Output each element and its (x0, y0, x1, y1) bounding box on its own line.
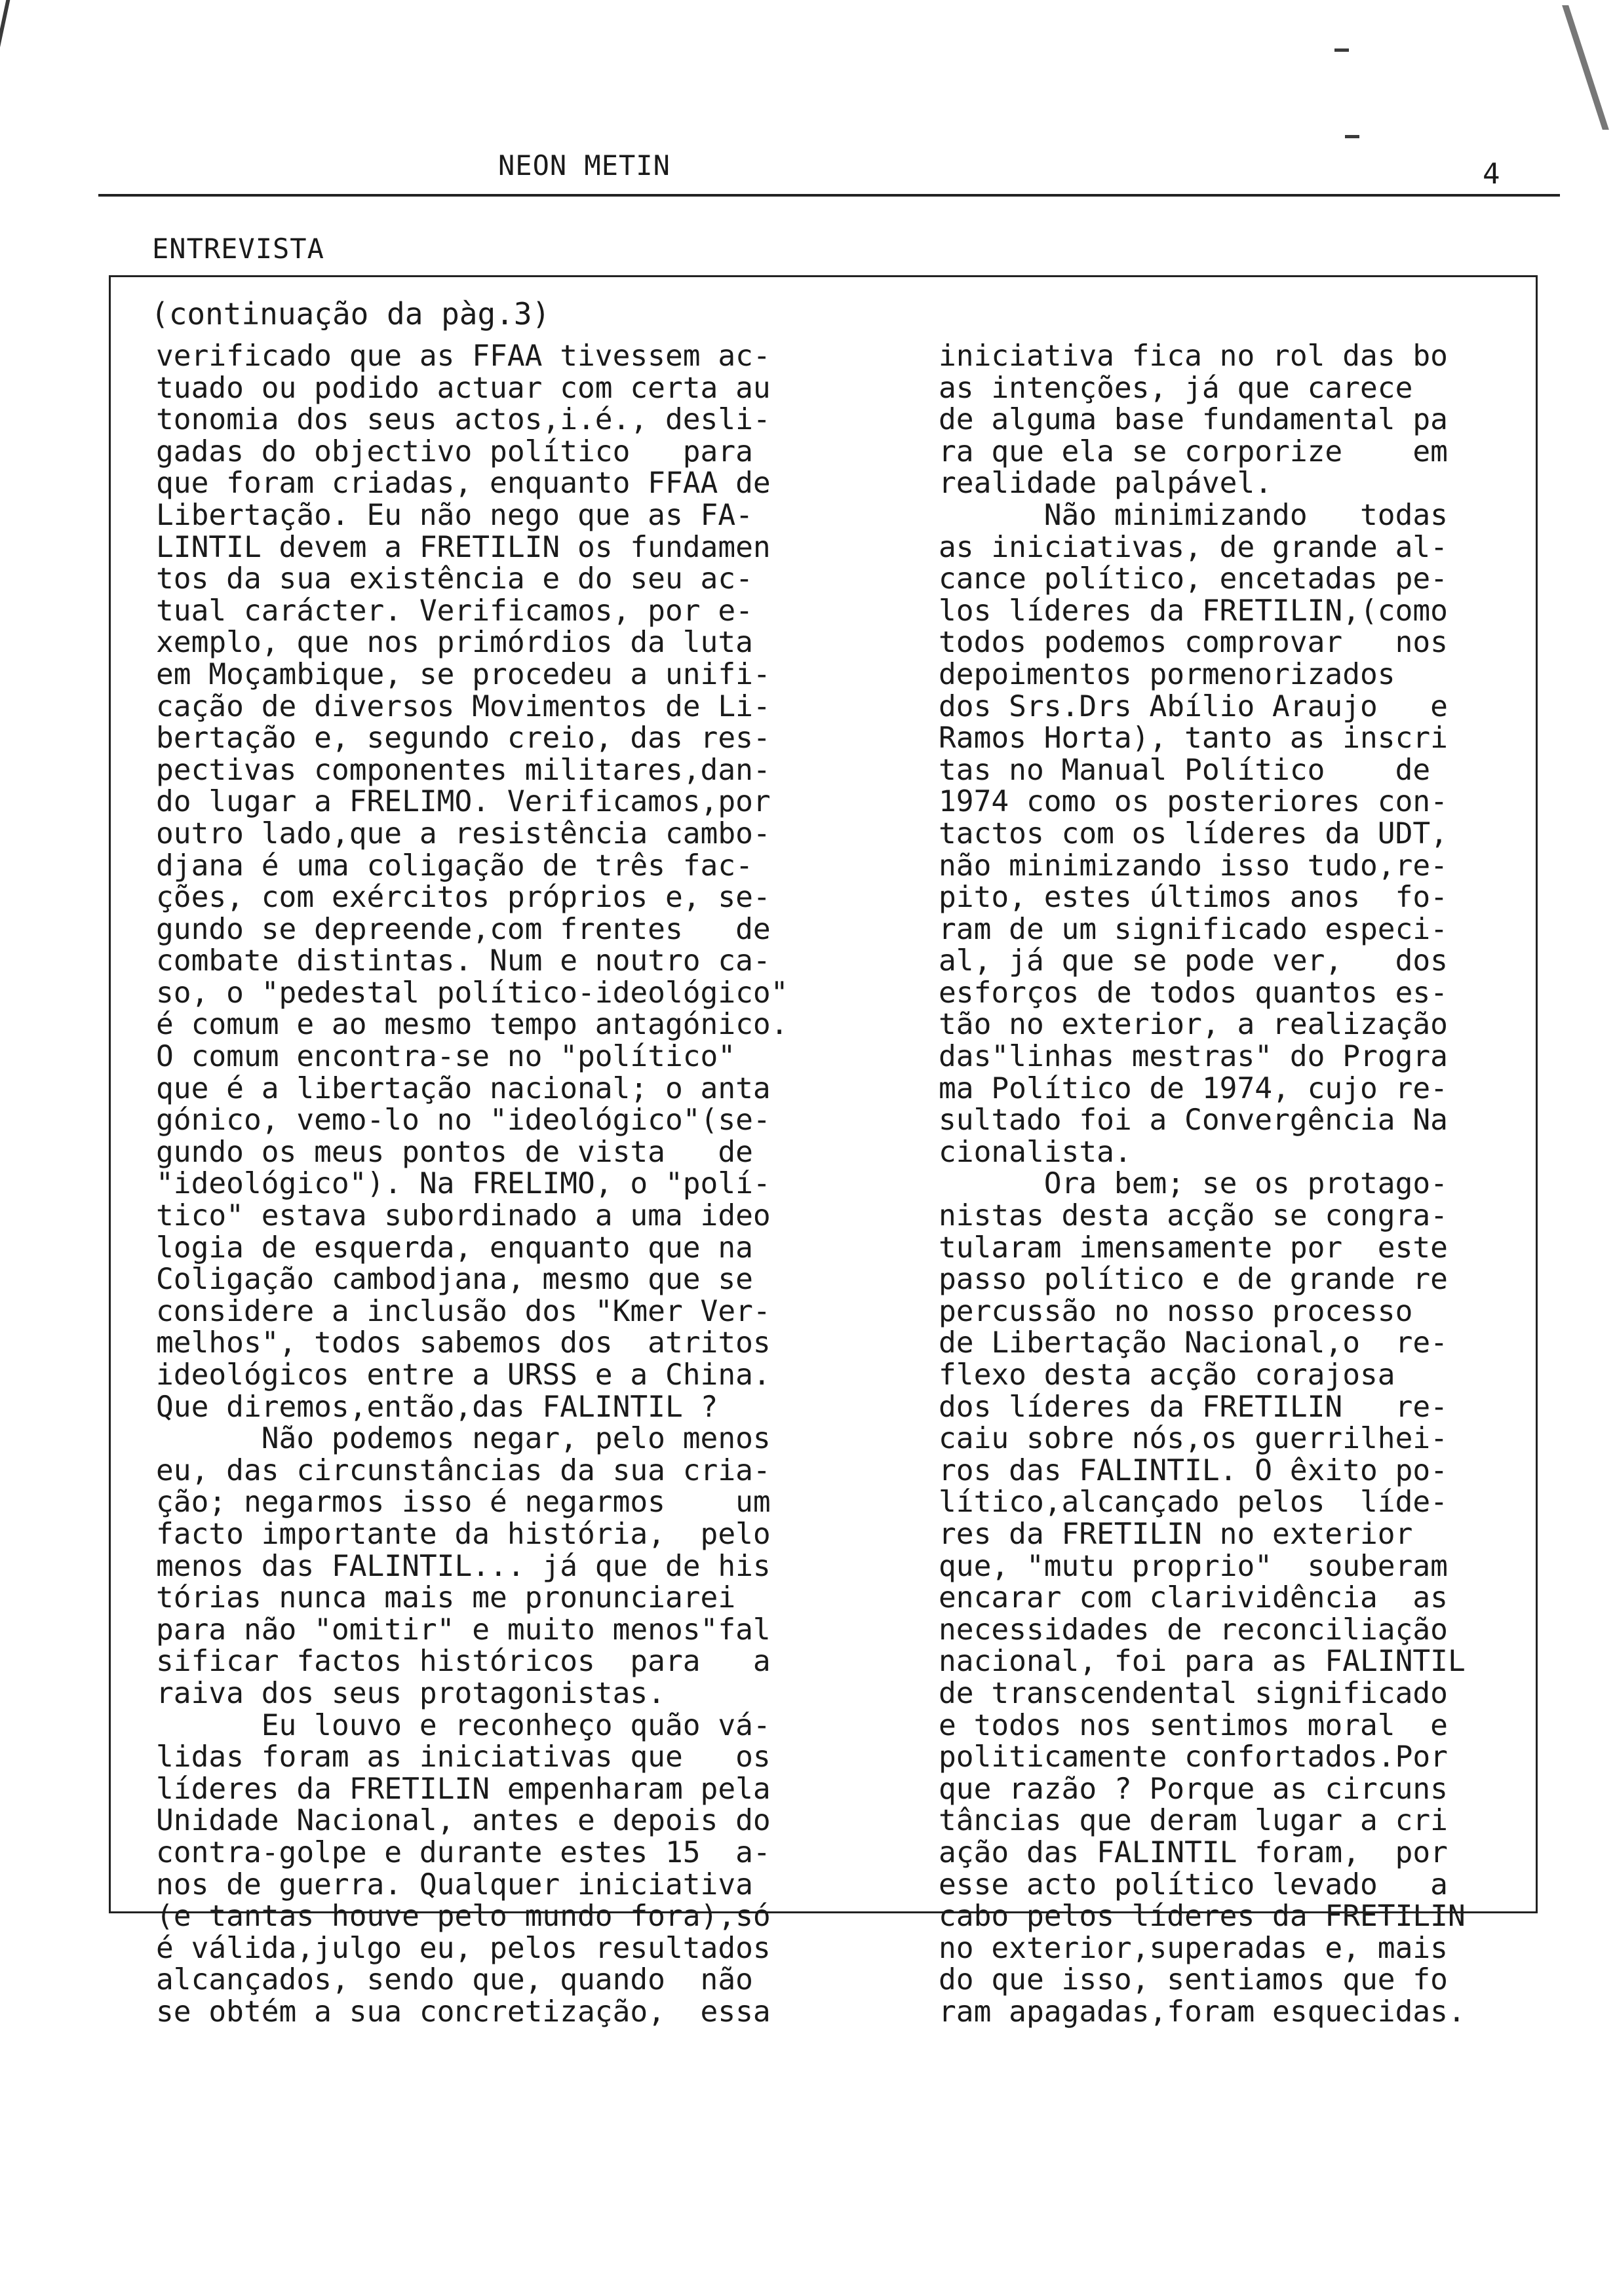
text-line: Que diremos,então,das FALINTIL ? (156, 1390, 718, 1424)
text-line: que é a libertação nacional; o anta (156, 1071, 771, 1105)
text-line: Ora bem; se os protago- (939, 1167, 1448, 1201)
text-line: ção; negarmos isso é negarmos um (156, 1485, 771, 1520)
text-line: tão no exterior, a realização (939, 1008, 1448, 1042)
text-line: percussão no nosso processo (939, 1294, 1413, 1328)
text-line: Libertação. Eu não nego que as FA- (156, 498, 753, 532)
text-line: Ramos Horta), tanto as inscri (939, 721, 1448, 756)
text-line: é comum e ao mesmo tempo antagónico. (156, 1008, 788, 1042)
text-line: cionalista. (939, 1135, 1132, 1169)
text-line: para não "omitir" e muito menos"fal (156, 1613, 771, 1647)
text-line: depoimentos pormenorizados (939, 657, 1395, 691)
text-line: que foram criadas, enquanto FFAA de (156, 467, 771, 501)
text-line: iniciativa fica no rol das bo (939, 339, 1448, 373)
page-number: 4 (1483, 157, 1500, 191)
text-line: sificar factos históricos para a (156, 1645, 771, 1679)
text-line: djana é uma coligação de três fac- (156, 849, 753, 883)
text-line: outro lado,que a resistência cambo- (156, 816, 771, 851)
text-line: passo político e de grande re (939, 1263, 1448, 1297)
text-line: gundo se depreende,com frentes de (156, 912, 771, 946)
text-line: logia de esquerda, enquanto que na (156, 1231, 753, 1265)
text-line: sultado foi a Convergência Na (939, 1103, 1448, 1138)
text-line: dos líderes da FRETILIN re- (939, 1390, 1448, 1424)
text-line: do lugar a FRELIMO. Verificamos,por (156, 785, 771, 819)
text-line: é válida,julgo eu, pelos resultados (156, 1931, 771, 1965)
text-line: tuado ou podido actuar com certa au (156, 371, 771, 405)
text-line: so, o "pedestal político-ideológico" (156, 976, 788, 1010)
text-line: Não podemos negar, pelo menos (156, 1422, 771, 1456)
text-line: eu, das circunstâncias da sua cria- (156, 1453, 771, 1487)
text-line: LINTIL devem a FRETILIN os fundamen (156, 530, 771, 564)
text-line: do que isso, sentiamos que fo (939, 1963, 1448, 1997)
text-line: pito, estes últimos anos fo- (939, 881, 1448, 915)
text-line: tico" estava subordinado a uma ideo (156, 1199, 771, 1233)
text-line: considere a inclusão dos "Kmer Ver- (156, 1294, 771, 1328)
text-line: O comum encontra-se no "político" (156, 1040, 736, 1074)
text-line: verificado que as FFAA tivessem ac- (156, 339, 771, 373)
text-line: tularam imensamente por este (939, 1231, 1448, 1265)
header-rule (98, 194, 1560, 197)
text-line: tos da sua existência e do seu ac- (156, 562, 753, 596)
text-line: Unidade Nacional, antes e depois do (156, 1804, 771, 1838)
left-text-column (156, 341, 864, 2028)
text-line: flexo desta acção corajosa (939, 1358, 1395, 1392)
text-line: das"linhas mestras" do Progra (939, 1040, 1448, 1074)
text-line: tonomia dos seus actos,i.é., desli- (156, 403, 771, 437)
text-line: politicamente confortados.Por (939, 1740, 1448, 1774)
text-line: dos Srs.Drs Abílio Araujo e (939, 689, 1448, 723)
text-line: res da FRETILIN no exterior (939, 1517, 1413, 1551)
text-line: melhos", todos sabemos dos atritos (156, 1326, 771, 1360)
text-line: (e tantas houve pelo mundo fora),só (156, 1900, 771, 1934)
text-line: gónico, vemo-lo no "ideológico"(se- (156, 1103, 771, 1138)
text-line: ideológicos entre a URSS e a China. (156, 1358, 771, 1392)
text-line: al, já que se pode ver, dos (939, 944, 1448, 978)
text-line: ação das FALINTIL foram, por (939, 1835, 1448, 1869)
text-line: nos de guerra. Qualquer iniciativa (156, 1867, 753, 1902)
text-line: caiu sobre nós,os guerrilhei- (939, 1422, 1448, 1456)
text-line: tual carácter. Verificamos, por e- (156, 594, 753, 628)
scan-mark-right (1562, 5, 1609, 130)
text-line: e todos nos sentimos moral e (939, 1708, 1448, 1742)
text-line: cação de diversos Movimentos de Li- (156, 689, 771, 723)
text-line: los líderes da FRETILIN,(como (939, 594, 1448, 628)
text-line: esse acto político levado a (939, 1867, 1448, 1902)
text-line: tâncias que deram lugar a cri (939, 1804, 1448, 1838)
text-line: de Libertação Nacional,o re- (939, 1326, 1448, 1360)
text-line: lidas foram as iniciativas que os (156, 1740, 771, 1774)
text-line: bertação e, segundo creio, das res- (156, 721, 771, 756)
text-line: encarar com clarividência as (939, 1581, 1448, 1615)
text-line: 1974 como os posteriores con- (939, 785, 1448, 819)
text-line: no exterior,superadas e, mais (939, 1931, 1448, 1965)
text-line: ma Político de 1974, cujo re- (939, 1071, 1448, 1105)
text-line: ra que ela se corporize em (939, 434, 1448, 469)
text-line: "ideológico"). Na FRELIMO, o "polí- (156, 1167, 771, 1201)
text-line: as iniciativas, de grande al- (939, 530, 1448, 564)
text-line: ros das FALINTIL. O êxito po- (939, 1453, 1448, 1487)
text-line: contra-golpe e durante estes 15 a- (156, 1835, 771, 1869)
text-line: gadas do objectivo político para (156, 434, 753, 469)
text-line: Eu louvo e reconheço quão vá- (156, 1708, 771, 1742)
text-line: líderes da FRETILIN empenharam pela (156, 1772, 771, 1806)
right-text-column (939, 341, 1528, 2028)
text-line: pectivas componentes militares,dan- (156, 753, 771, 787)
text-line: tas no Manual Político de (939, 753, 1431, 787)
text-line: ram de um significado especi- (939, 912, 1448, 946)
continuation-note: (continuação da pàg.3) (151, 296, 551, 332)
section-label: ENTREVISTA (152, 233, 324, 265)
text-line: se obtém a sua concretização, essa (156, 1995, 771, 2029)
text-line: raiva dos seus protagonistas. (156, 1676, 665, 1710)
text-line: não minimizando isso tudo,re- (939, 849, 1448, 883)
text-line: realidade palpável. (939, 467, 1273, 501)
text-line: de transcendental significado (939, 1676, 1448, 1710)
text-line: cance político, encetadas pe- (939, 562, 1448, 596)
text-line: ções, com exércitos próprios e, se- (156, 881, 771, 915)
publication-title: NEON METIN (498, 149, 671, 182)
text-line: Coligação cambodjana, mesmo que se (156, 1263, 753, 1297)
text-line: xemplo, que nos primórdios da luta (156, 626, 753, 660)
text-line: em Moçambique, se procedeu a unifi- (156, 657, 771, 691)
text-line: de alguma base fundamental pa (939, 403, 1448, 437)
text-line: nacional, foi para as FALINTIL (939, 1645, 1466, 1679)
text-line: alcançados, sendo que, quando não (156, 1963, 753, 1997)
text-line: necessidades de reconciliação (939, 1613, 1448, 1647)
text-line: lítico,alcançado pelos líde- (939, 1485, 1448, 1520)
text-line: cabo pelos líderes da FRETILIN (939, 1900, 1466, 1934)
text-line: Não minimizando todas (939, 498, 1448, 532)
text-line: ram apagadas,foram esquecidas. (939, 1995, 1466, 2029)
text-line: menos das FALINTIL... já que de his (156, 1549, 771, 1583)
text-line: gundo os meus pontos de vista de (156, 1135, 753, 1169)
text-line: que razão ? Porque as circuns (939, 1772, 1448, 1806)
scan-mark-dash (1334, 48, 1349, 52)
text-line: facto importante da história, pelo (156, 1517, 771, 1551)
scan-mark-dash (1345, 135, 1359, 138)
text-line: esforços de todos quantos es- (939, 976, 1448, 1010)
text-line: nistas desta acção se congra- (939, 1199, 1448, 1233)
text-line: combate distintas. Num e noutro ca- (156, 944, 771, 978)
text-line: tórias nunca mais me pronunciarei (156, 1581, 736, 1615)
text-line: tactos com os líderes da UDT, (939, 816, 1448, 851)
text-line: todos podemos comprovar nos (939, 626, 1448, 660)
scan-mark-left (0, 0, 10, 58)
text-line: as intenções, já que carece (939, 371, 1413, 405)
text-line: que, "mutu proprio" souberam (939, 1549, 1448, 1583)
